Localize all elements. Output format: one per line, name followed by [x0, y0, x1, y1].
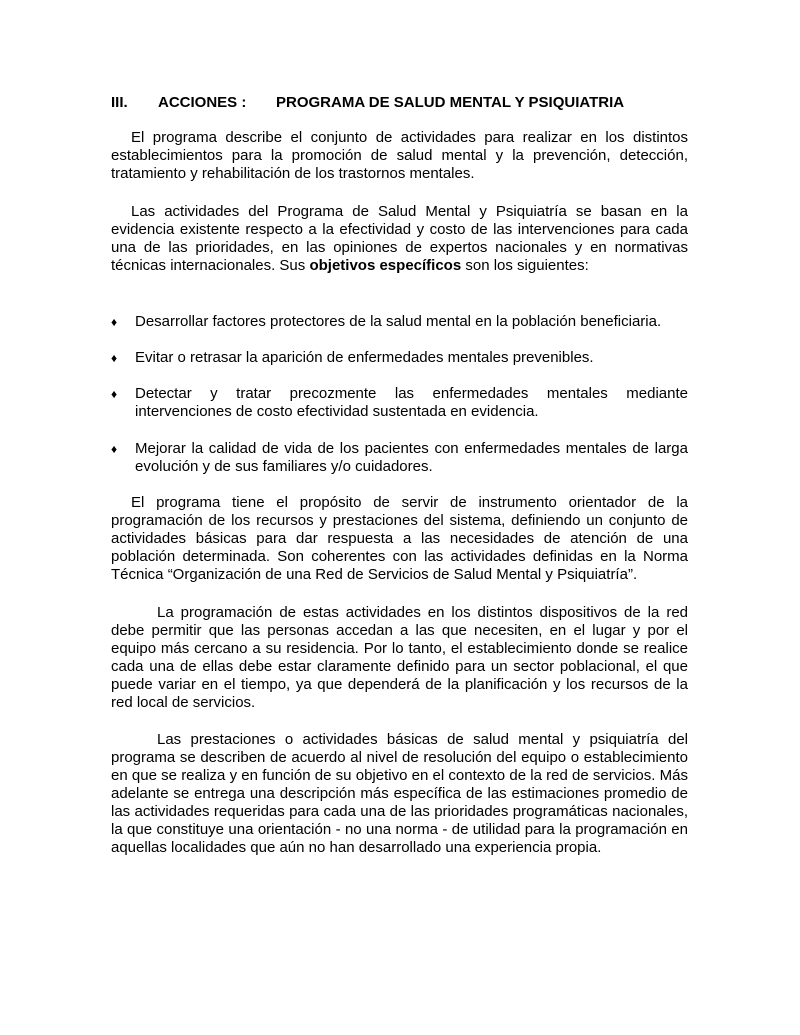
paragraph-services: Las prestaciones o actividades básicas de salud mental y psiquiatría del programa se describen de acuerdo al nivel de resolución del equipo o establecimiento en que se realiza y en función de su objetivo en el contexto de la red de servicios. Más adelante se entrega una descripción más específica de las estimaciones promedio de las actividades requeridas para cada una de las prioridades programáticas nacionales, la que constituye una orientación - no una norma - de utilidad para la programación en aquellas localidades que aún no han desarrollado una experiencia propia.	[111, 731, 688, 856]
paragraph-purpose: El programa tiene el propósito de servir de instrumento orientador de la programación de los recursos y prestaciones del sistema, definiendo un conjunto de actividades básicas para dar respuesta a las necesidades de atención de una población determinada. Son coherentes con las actividades definidas en la Norma Técnica “Organización de una Red de Servicios de Salud Mental y Psiquiatría”.	[111, 494, 688, 583]
diamond-bullet-icon: ♦	[111, 442, 118, 456]
paragraph-activities-text: Las actividades del Programa de Salud Mental y Psiquiatría se basan en la evidencia existente respecto a la efectividad y costo de las intervenciones para cada una de las prioridades, en las opiniones de expertos nacionales y en normativas técnicas internacionales. Sus	[111, 203, 688, 274]
section-label: ACCIONES :	[158, 94, 247, 111]
list-item-text: Desarrollar factores protectores de la salud mental en la población beneficiaria.	[135, 313, 662, 330]
paragraph-activities	[111, 203, 688, 275]
diamond-bullet-icon: ♦	[111, 315, 118, 329]
paragraph-programming: La programación de estas actividades en los distintos dispositivos de la red debe permitir que las personas accedan a las que necesiten, en el lugar y por el equipo más cercano a su residencia. Por lo tanto, el establecimiento donde se realice cada una de ellas debe estar claramente definido para un sector poblacional, el que puede variar en el tiempo, ya que dependerá de la planificación y los recursos de la red local de servicios.	[111, 604, 688, 711]
paragraph-intro: El programa describe el conjunto de actividades para realizar en los distintos establecimientos para la promoción de salud mental y la prevención, detección, tratamiento y rehabilitación de los trastornos mentales.	[111, 129, 688, 182]
list-item	[111, 349, 688, 367]
list-item-text: Mejorar la calidad de vida de los pacientes con enfermedades mentales de larga evolución y de sus familiares y/o cuidadores.	[135, 440, 688, 475]
section-heading	[111, 94, 624, 112]
diamond-bullet-icon: ♦	[111, 351, 118, 365]
section-title: PROGRAMA DE SALUD MENTAL Y PSIQUIATRIA	[276, 94, 625, 111]
list-item-text: Detectar y tratar precozmente las enfermedades mentales mediante intervenciones de costo efectividad sustentada en evidencia.	[135, 385, 688, 420]
paragraph-activities-tail: son los siguientes:	[461, 257, 589, 274]
list-item	[111, 313, 688, 331]
section-number: III.	[111, 94, 128, 111]
list-item-text: Evitar o retrasar la aparición de enfermedades mentales prevenibles.	[135, 349, 594, 366]
list-item	[111, 440, 688, 476]
diamond-bullet-icon: ♦	[111, 387, 118, 401]
objectives-emphasis: objetivos específicos	[309, 257, 462, 274]
list-item	[111, 385, 688, 421]
